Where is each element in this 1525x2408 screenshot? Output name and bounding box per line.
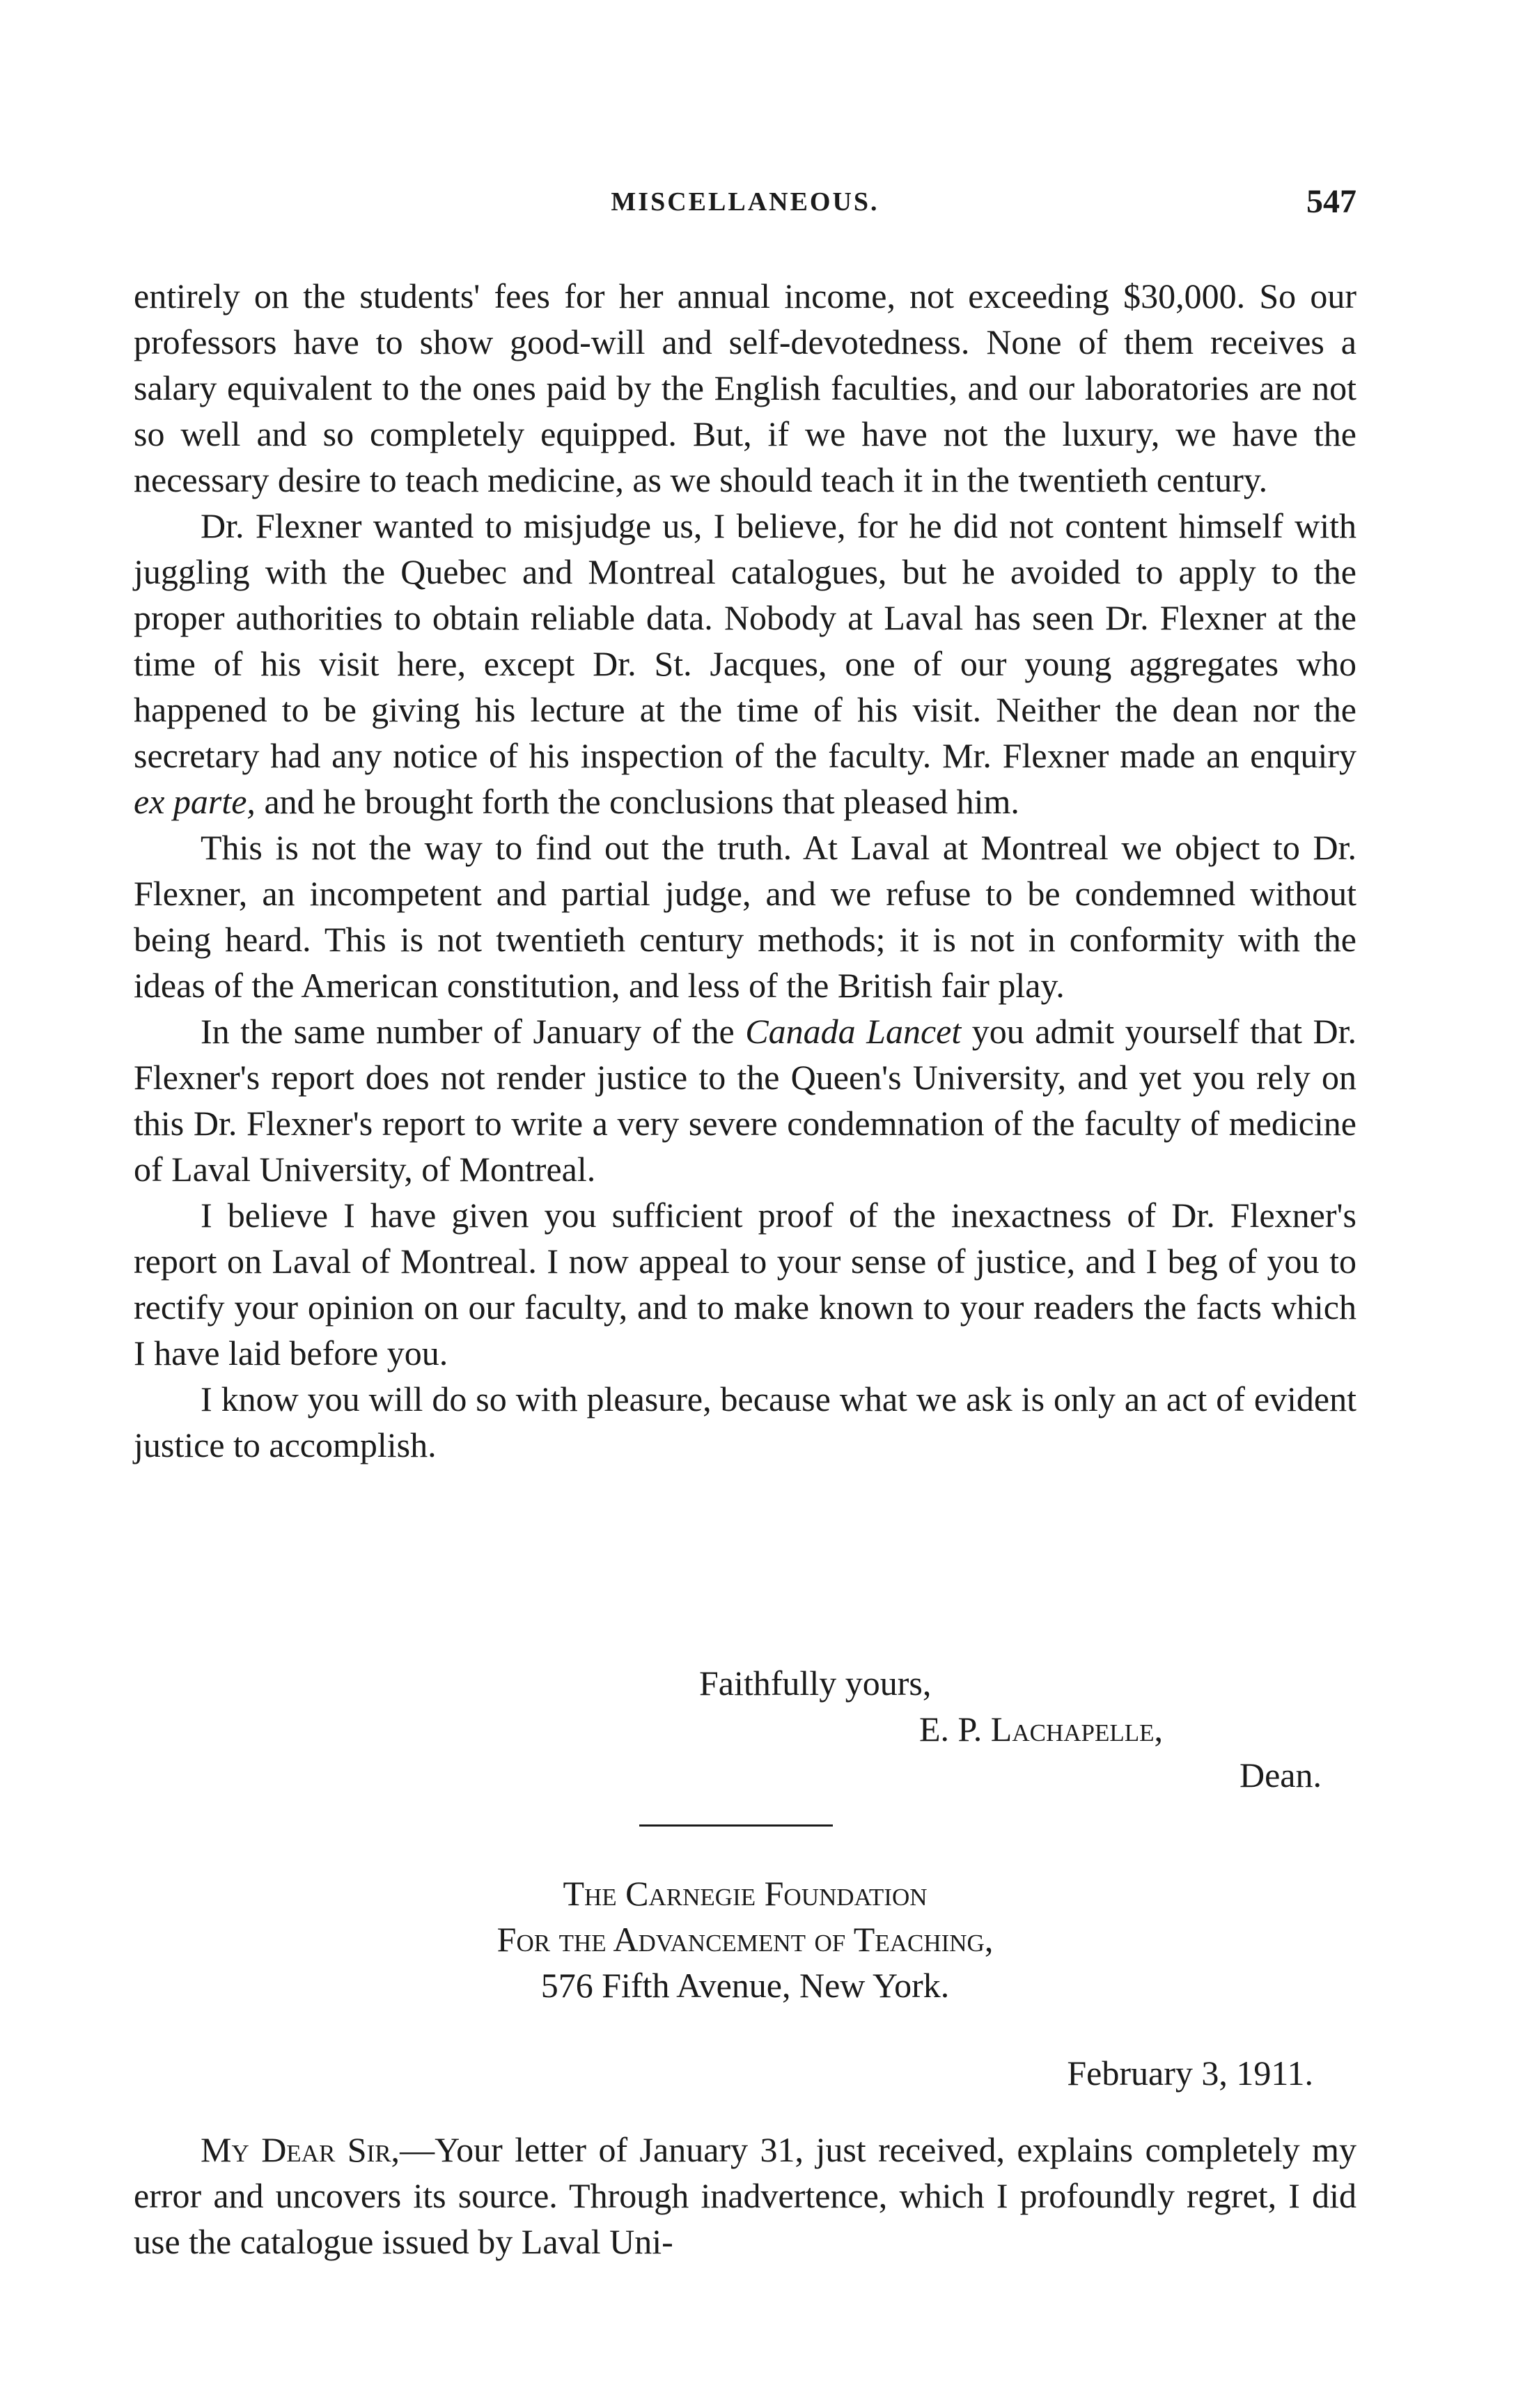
paragraph-4-start: In the same number of January of the (201, 1012, 735, 1051)
reply-text: —Your letter of January 31, just received, explains completely my error and uncovers its source. Through inadvertence, which I profoundly regret, I did use the catalogue issued by Laval Uni- (134, 2130, 1356, 2261)
running-title: MISCELLANEOUS. (611, 187, 879, 217)
paragraph-2 (134, 503, 1356, 824)
page-header (134, 182, 1356, 231)
reply-paragraph (134, 2127, 1356, 2265)
paragraph-4-text: you admit yourself that Dr. Flexner's report does not render justice to the Queen's University, and yet you rely on this Dr. Flexner's report to write a very severe condemnation of the faculty of medicine of Laval University, of Montreal. (134, 1012, 1357, 1189)
reply-letter (134, 2127, 1356, 2265)
paragraph-1: entirely on the students' fees for her annual income, not exceeding $30,000. So our professors have to show good-will and self-devotedness. None of them receives a salary equivalent to the ones paid by the English faculties, and our laboratories are not so well and so completely equipped. But, if we have not the luxury, we have the necessary desire to teach medicine, as we should teach it in the twentieth century. (134, 276, 1356, 499)
signatory-title: Dean. (1239, 1756, 1322, 1795)
paragraph-6: I know you will do so with pleasure, because what we ask is only an act of evident justice to accomplish. (134, 1379, 1356, 1464)
section-divider (639, 1824, 833, 1827)
page-number: 547 (1306, 183, 1356, 220)
paragraph-3: This is not the way to find out the truth. At Laval at Montreal we object to Dr. Flexner, an incompetent and partial judge, and we refuse to be condemned without being heard. This is not twentieth century methods; it is not in conformity with the ideas of the American constitution, and less of the British fair play. (134, 828, 1356, 1005)
closing: Faithfully yours, (699, 1664, 932, 1703)
canada-lancet-italic: Canada Lancet (745, 1012, 962, 1051)
letterhead-line-1: The Carnegie Foundation (563, 1874, 928, 1913)
signatory-name: E. P. Lachapelle, (919, 1710, 1164, 1749)
salutation: My Dear Sir, (201, 2130, 400, 2169)
paragraph-2-end: and he brought forth the conclusions that pleased him. (264, 782, 1019, 821)
letterhead-line-3: 576 Fifth Avenue, New York. (540, 1966, 950, 2005)
paragraph-4 (134, 1008, 1356, 1192)
letter-date: February 3, 1911. (1067, 2054, 1313, 2093)
paragraph-2-text: Dr. Flexner wanted to misjudge us, I believe, for he did not content himself with juggling with the Quebec and Montreal catalogues, but he avoided to apply to the proper authorities to obtain reliable data. Nobody at Laval has seen Dr. Flexner at the time of his visit here, except Dr. St. Jacques, one of our young aggregates who happened to be giving his lecture at the time of his visit. Neither the dean nor the secretary had any notice of his inspection of the faculty. Mr. Flexner made an enquiry (134, 506, 1356, 775)
letterhead-line-2: For the Advancement of Teaching, (496, 1920, 994, 1959)
letter-body (134, 273, 1356, 1468)
paragraph-5: I believe I have given you sufficient proof of the inexactness of Dr. Flexner's report on Laval of Montreal. I now appeal to your sense of justice, and I beg of you to rectify your opinion on our faculty, and to make known to your readers the facts which I have laid before you. (134, 1196, 1356, 1373)
ex-parte-italic: ex parte, (134, 782, 256, 821)
